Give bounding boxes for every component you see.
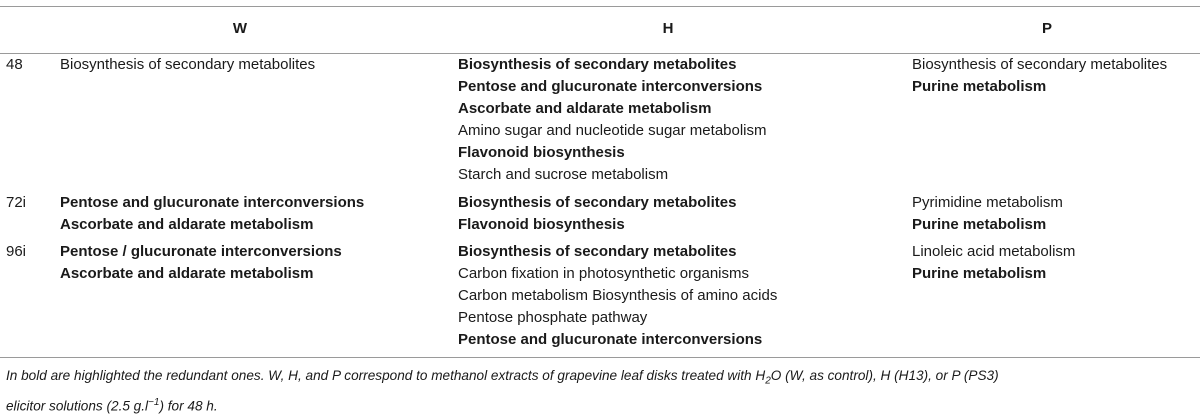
- pathway-entry: Pentose / glucuronate interconversions: [60, 243, 342, 260]
- pathway-entry: Biosynthesis of secondary metabolites: [60, 56, 316, 73]
- row-48-h: [458, 54, 767, 186]
- header-w: W: [232, 20, 248, 37]
- pathway-entry: Linoleic acid metabolism: [912, 243, 1076, 260]
- footnote-text-2: O (W, as control), H (H13), or P (PS3): [770, 368, 999, 383]
- pathway-entry: Ascorbate and aldarate metabolism: [60, 265, 314, 282]
- pathway-entry: Carbon metabolism Biosynthesis of amino acids: [458, 287, 778, 304]
- pathway-entry: Biosynthesis of secondary metabolites: [458, 194, 737, 211]
- bottom-rule: [0, 357, 1200, 358]
- pathway-entry: Amino sugar and nucleotide sugar metabolism: [458, 122, 767, 139]
- header-h: H: [662, 20, 674, 37]
- pathway-entry: Purine metabolism: [912, 216, 1047, 233]
- header-p: P: [1041, 20, 1052, 37]
- pathway-entry: Biosynthesis of secondary metabolites: [458, 243, 737, 260]
- footnote-text-1: In bold are highlighted the redundant ones. W, H, and P correspond to methanol extracts of grapevine leaf disks treated with H: [6, 368, 766, 383]
- row-96i-p: [912, 241, 1075, 285]
- pathway-entry: Ascorbate and aldarate metabolism: [458, 100, 712, 117]
- pathway-entry: Pentose and glucuronate interconversions: [458, 78, 763, 95]
- pathway-entry: Purine metabolism: [912, 265, 1047, 282]
- table-footnote: [6, 365, 1191, 416]
- pathway-entry: Flavonoid biosynthesis: [458, 216, 625, 233]
- pathway-entry: Pentose phosphate pathway: [458, 309, 648, 326]
- row-72i-p: [912, 192, 1063, 236]
- pathway-entry: Biosynthesis of secondary metabolites: [912, 56, 1168, 73]
- pathway-entry: Purine metabolism: [912, 78, 1047, 95]
- row-96i-h: [458, 241, 777, 351]
- pathway-entry: Ascorbate and aldarate metabolism: [60, 216, 314, 233]
- pathway-entry: Starch and sucrose metabolism: [458, 166, 669, 183]
- pathway-entry: Pentose and glucuronate interconversions: [60, 194, 365, 211]
- pathway-entry: Carbon fixation in photosynthetic organisms: [458, 265, 749, 282]
- footnote-sup: −1: [148, 396, 160, 408]
- top-rule: [0, 6, 1200, 7]
- row-48-label: 48: [6, 56, 23, 73]
- pathway-entry: Pyrimidine metabolism: [912, 194, 1063, 211]
- row-72i-h: [458, 192, 736, 236]
- row-48-p: [912, 54, 1167, 98]
- row-72i-w: [60, 192, 364, 236]
- footnote-sub: 2: [765, 375, 771, 387]
- row-48-w: [60, 54, 315, 76]
- pathway-entry: Flavonoid biosynthesis: [458, 144, 625, 161]
- footnote-text-3: elicitor solutions (2.5 g.l: [6, 398, 149, 414]
- pathway-entry: Pentose and glucuronate interconversions: [458, 331, 763, 348]
- row-96i-w: [60, 241, 342, 285]
- row-72i-label: 72i: [6, 194, 27, 211]
- pathway-entry: Biosynthesis of secondary metabolites: [458, 56, 737, 73]
- footnote-text-4: ) for 48 h.: [159, 398, 218, 414]
- row-96i-label: 96i: [6, 243, 27, 260]
